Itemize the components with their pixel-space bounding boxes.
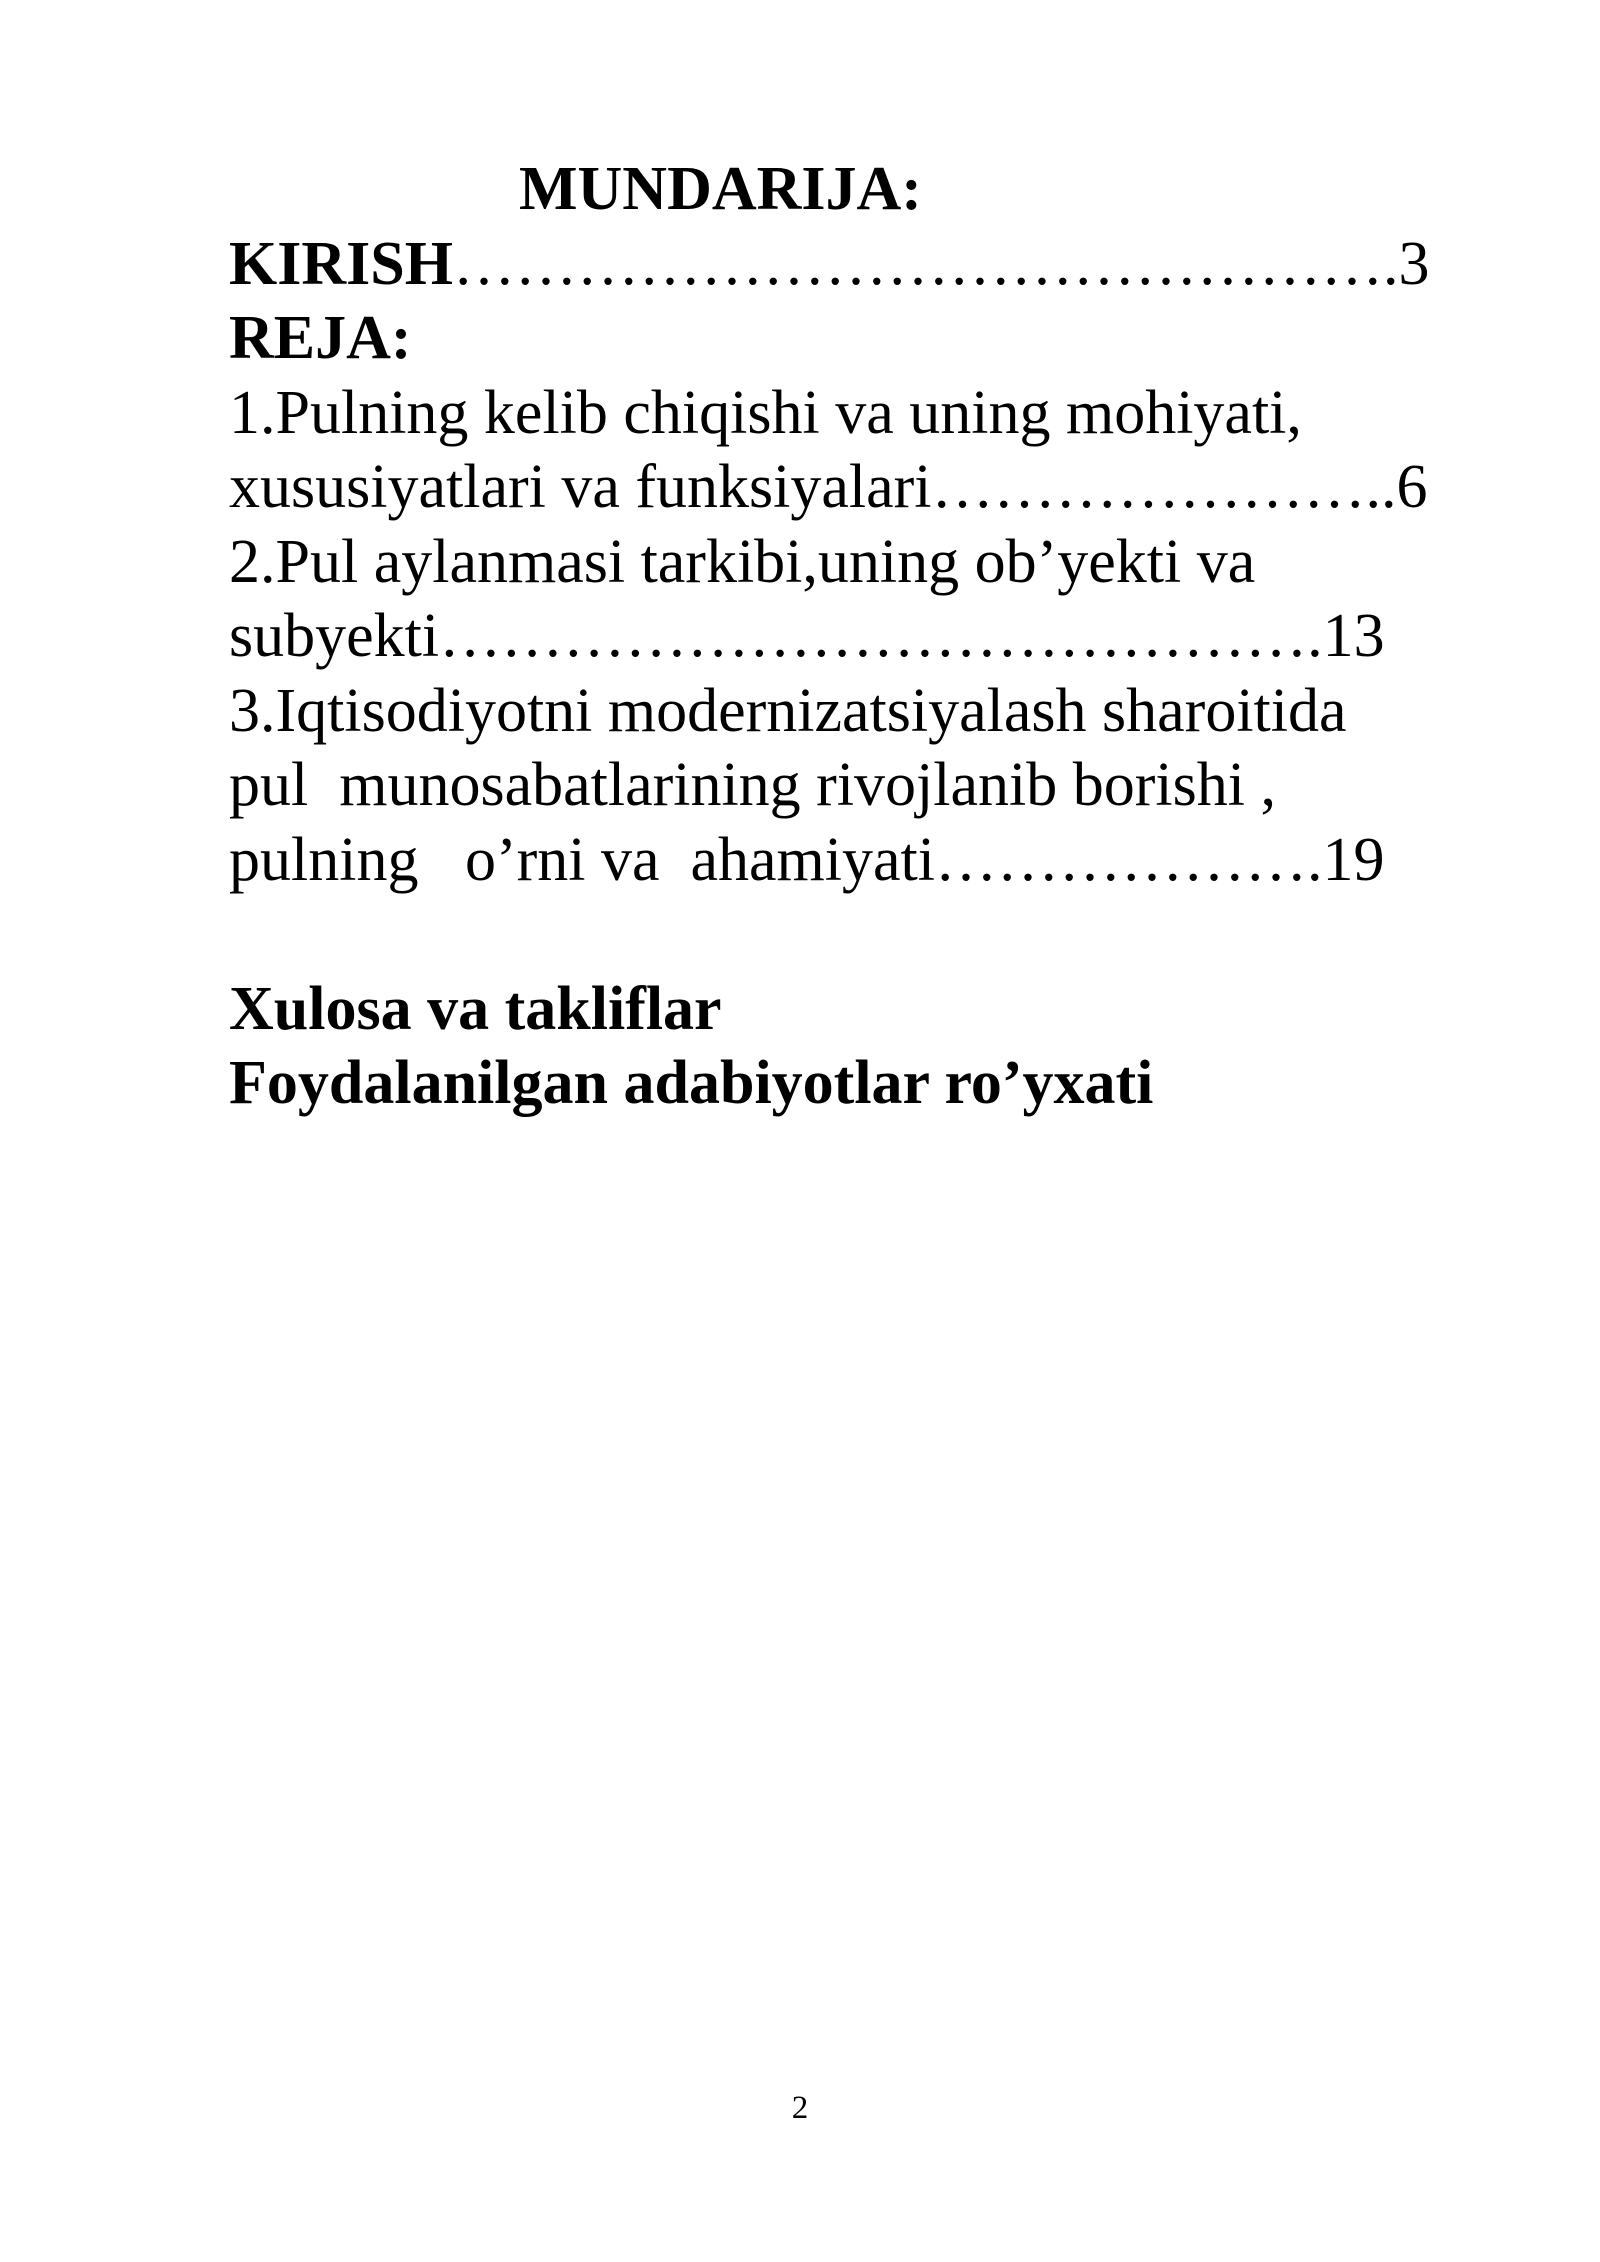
- toc-entry-kirish: [229, 227, 1479, 302]
- toc-page-number: 13: [1322, 602, 1385, 670]
- table-of-contents: [229, 152, 1479, 1121]
- toc-conclusion: Xulosa va takliflar: [229, 974, 722, 1043]
- toc-leader: …………………..: [931, 453, 1397, 521]
- toc-leader: ……………………………………….: [452, 229, 1399, 298]
- page-number: 2: [791, 2090, 809, 2126]
- toc-entry-3-line-1: 3.Iqtisodiyotni modernizatsiyalash sharoitida: [229, 676, 1347, 745]
- toc-entry-3-line-2: pul munosabatlarining rivojlanib borishi ,: [229, 751, 1276, 819]
- toc-leader: …………………………………….: [439, 602, 1323, 670]
- toc-entry-1-line-2: [229, 450, 1479, 525]
- toc-leader: ……………….: [934, 825, 1323, 894]
- toc-entry-2-line-1: 2.Pul aylanmasi tarkibi,uning ob’yekti va: [229, 527, 1256, 596]
- toc-entry-label: KIRISH: [229, 229, 453, 298]
- toc-entry-label: subyekti: [229, 602, 440, 670]
- toc-heading-reja: REJA:: [229, 304, 412, 372]
- page-title: MUNDARIJA:: [519, 155, 922, 223]
- toc-entry-1-line-1: 1.Pulning kelib chiqishi va uning mohiyati,: [229, 378, 1302, 447]
- toc-entry-label: xususiyatlari va funksiyalari: [229, 453, 932, 521]
- toc-entry-3-line-3: [229, 823, 1479, 898]
- toc-page-number: 3: [1398, 229, 1430, 298]
- spacer: [229, 897, 1479, 972]
- toc-references: Foydalanilgan adabiyotlar ro’yxati: [229, 1049, 1154, 1117]
- toc-entry-label: pulning o’rni va ahamiyati: [229, 825, 935, 894]
- toc-page-number: 6: [1396, 453, 1428, 521]
- toc-entry-2-line-2: [229, 599, 1479, 674]
- toc-page-number: 19: [1322, 825, 1385, 894]
